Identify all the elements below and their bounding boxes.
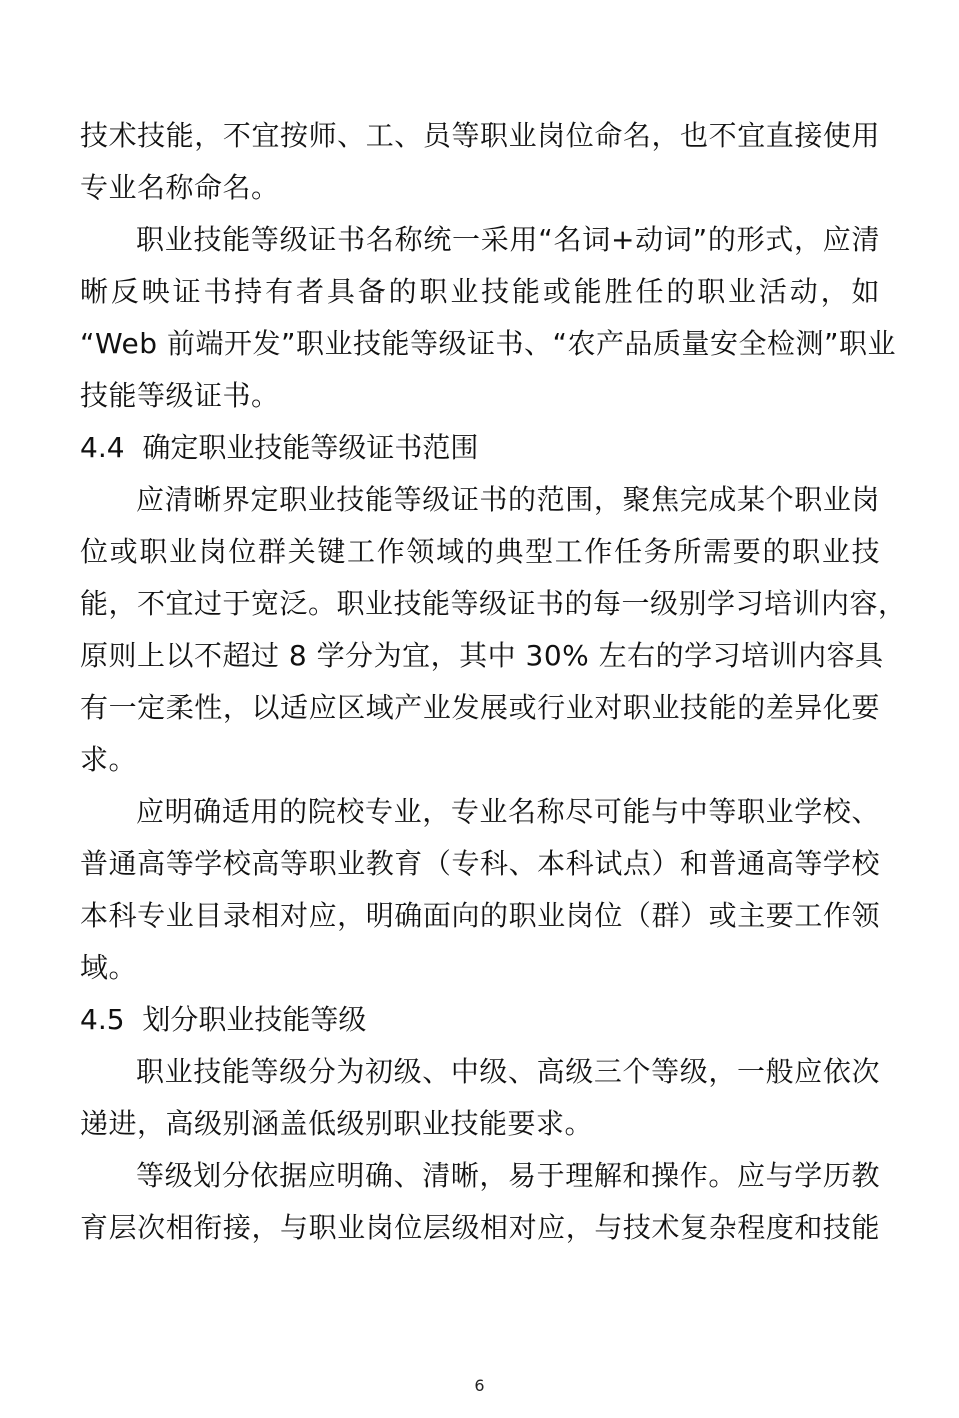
paragraph-line: 职业技能等级证书名称统一采用“名词+动词”的形式，应清 <box>136 223 880 256</box>
paragraph-line: 普通高等学校高等职业教育（专科、本科试点）和普通高等学校 <box>80 847 880 880</box>
paragraph-line: 职业技能等级分为初级、中级、高级三个等级，一般应依次 <box>136 1055 880 1088</box>
paragraph-line: 应明确适用的院校专业，专业名称尽可能与中等职业学校、 <box>136 795 880 828</box>
section-title: 确定职业技能等级证书范围 <box>142 431 479 464</box>
section-number: 4.4 <box>80 431 125 464</box>
section-title: 划分职业技能等级 <box>142 1003 367 1036</box>
section-heading <box>80 422 880 474</box>
paragraph-line: 求。 <box>80 743 138 776</box>
paragraph <box>80 786 880 994</box>
document-body <box>80 110 907 1254</box>
paragraph-line: 晰反映证书持有者具备的职业技能或能胜任的职业活动，如 <box>80 275 880 308</box>
paragraph-line: 等级划分依据应明确、清晰，易于理解和操作。应与学历教 <box>136 1159 880 1192</box>
paragraph-line: 应清晰界定职业技能等级证书的范围，聚焦完成某个职业岗 <box>136 483 880 516</box>
paragraph-line: 专业名称命名。 <box>80 171 280 204</box>
paragraph-line: 技术技能，不宜按师、工、员等职业岗位命名，也不宜直接使用 <box>80 119 880 152</box>
paragraph <box>80 1150 880 1254</box>
paragraph-line: 递进，高级别涵盖低级别职业技能要求。 <box>80 1107 594 1140</box>
paragraph-line: 本科专业目录相对应，明确面向的职业岗位（群）或主要工作领 <box>80 899 880 932</box>
paragraph-line: 能，不宜过于宽泛。职业技能等级证书的每一级别学习培训内容， <box>80 587 907 620</box>
paragraph <box>80 1046 880 1150</box>
paragraph-line: 原则上以不超过 8 学分为宜，其中 30% 左右的学习培训内容具 <box>80 639 884 672</box>
section-heading <box>80 994 880 1046</box>
paragraph-line: 域。 <box>80 951 138 984</box>
paragraph <box>80 214 896 422</box>
paragraph-line: 有一定柔性，以适应区域产业发展或行业对职业技能的差异化要 <box>80 691 880 724</box>
paragraph-line: “Web 前端开发”职业技能等级证书、“农产品质量安全检测”职业 <box>80 327 896 360</box>
paragraph <box>80 110 880 214</box>
section-number: 4.5 <box>80 1003 125 1036</box>
page-number: 6 <box>474 1376 485 1395</box>
paragraph-line: 位或职业岗位群关键工作领域的典型工作任务所需要的职业技 <box>80 535 880 568</box>
paragraph <box>80 474 907 786</box>
paragraph-line: 技能等级证书。 <box>80 379 280 412</box>
paragraph-line: 育层次相衔接，与职业岗位层级相对应，与技术复杂程度和技能 <box>80 1211 880 1244</box>
